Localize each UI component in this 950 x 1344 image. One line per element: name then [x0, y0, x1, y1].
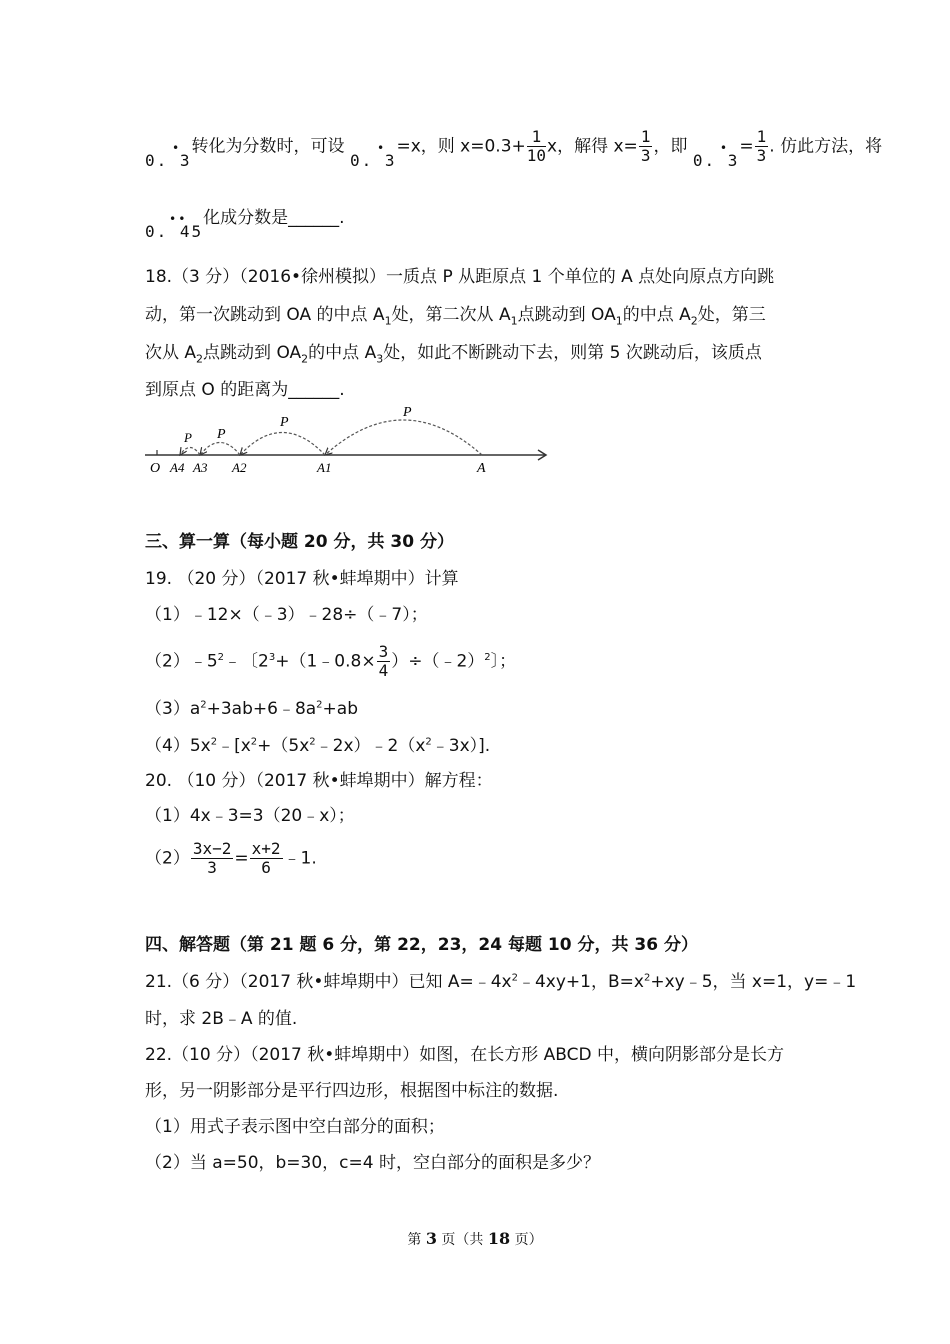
- q18-line4: 到原点 O 的距离为______.: [145, 380, 345, 400]
- jump-arc-1: [325, 420, 482, 455]
- q22-line1: 22.（10 分）（2017 秋•蚌埠期中）如图，在长方形 ABCD 中，横向阴影部分是长方: [145, 1045, 785, 1065]
- repeating-decimal-0-3: • 0. 3: [349, 140, 397, 170]
- q21-line1: 21.（6 分）（2017 秋•蚌埠期中）已知 $A=﹣4x^2﹣4xy+1$，$B=x^2+xy﹣5$，当 x=1，y=﹣1: [145, 972, 857, 992]
- jump-arc-3: [200, 443, 240, 456]
- q21-line2: 时，求 2B﹣A 的值.: [145, 1009, 298, 1029]
- q22-part2: （2）当 a=50，b=30，c=4 时，空白部分的面积是多少？: [145, 1153, 600, 1173]
- q17-line2: •• 0. 45化成分数是______.: [145, 208, 345, 241]
- repeating-decimal-0-3: • 0. 3: [145, 140, 192, 170]
- fraction-3x-2-over-3: $\frac{3x-2}{3}$: [192, 839, 232, 877]
- fraction-1-10: $\frac{1}{10}$: [526, 127, 547, 165]
- q18-line3: 次从 $A_2$点跳动到 $OA_2$的中点 $A_3$处，如此不断跳动下去，则第 5 次跳动后，该质点: [145, 343, 762, 366]
- label-a4: A4: [170, 460, 185, 475]
- fraction-3-4: $\frac{3}{4}$: [378, 642, 389, 680]
- q19-part3: $(3)a^2+3ab+6﹣8a^2+ab$: [145, 699, 358, 719]
- fraction-1-3: $\frac{1}{3}$: [756, 127, 767, 165]
- section-4-heading: 四、解答题（第 21 题 6 分，第 22，23，24 每题 10 分，共 36 分）: [145, 935, 698, 955]
- label-a1: A1: [317, 460, 332, 475]
- page-footer: 第 3 页（共 18 页）: [407, 1229, 543, 1248]
- fraction-1-3: $\frac{1}{3}$: [640, 127, 651, 165]
- q18-line2: 动，第一次跳动到 OA 的中点 $A_1$处，第二次从 $A_1$点跳动到 $OA_1$的中点 $A_2$处，第三: [145, 305, 766, 328]
- q22-line2: 形，另一阴影部分是平行四边形，根据图中标注的数据.: [145, 1081, 559, 1101]
- label-a3: A3: [193, 460, 208, 475]
- q19-part1: （1）﹣12×（﹣3）﹣28÷（﹣7）；: [145, 605, 428, 625]
- q17-line1: • 0. 3转化为分数时，可设 • 0. 3=x，则 x=0.3+ $\frac{1}{10}$ x，解得 x= $\frac{1}{3}$ ，即 • 0. 3= $\frac{1}{3}$ . 仿此方法，将: [145, 127, 883, 170]
- label-o: O: [150, 461, 161, 476]
- repeating-decimal-0-3: • 0. 3: [692, 140, 740, 170]
- page-number: 3: [425, 1229, 437, 1248]
- repeating-decimal-0-45: •• 0. 45: [145, 212, 204, 241]
- jump-arc-4: [180, 448, 200, 456]
- p-label-4: P: [184, 430, 192, 445]
- section-3-heading: 三、算一算（每小题 20 分，共 30 分）: [145, 532, 454, 552]
- number-line-figure: [140, 400, 555, 480]
- p-label-3: P: [217, 427, 226, 442]
- page-total: 18: [487, 1229, 511, 1248]
- fraction-x+2-over-6: $\frac{x+2}{6}$: [251, 839, 281, 877]
- q18-line1: 18.（3 分）（2016•徐州模拟）一质点 P 从距原点 1 个单位的 A 点处向原点方向跳: [145, 267, 775, 287]
- label-a: A: [477, 461, 486, 476]
- p-label-1: P: [403, 405, 412, 420]
- q20-part2: （2） $\frac{3x-2}{3}$ = $\frac{x+2}{6}$ ﹣1.: [145, 839, 317, 877]
- q19-part2: $(2)﹣5^2﹣$〔$2^3+(1﹣0.8\times$ $\frac{3}{4}$ ）÷（﹣2）$^2$〕；: [145, 642, 517, 680]
- label-a2: A2: [232, 460, 247, 475]
- p-label-2: P: [280, 415, 289, 430]
- jump-arc-2: [240, 433, 325, 456]
- q20-part1: （1）4x﹣3=3（20﹣x）；: [145, 806, 355, 826]
- q19-part4: $(4)5x^2﹣[x^2+(5x^2﹣2x)﹣2(x^2﹣3x)]$.: [145, 736, 491, 756]
- q19-title: 19. （20 分）（2017 秋•蚌埠期中）计算: [145, 569, 459, 589]
- q20-title: 20. （10 分）（2017 秋•蚌埠期中）解方程：: [145, 771, 493, 791]
- q22-part1: （1）用式子表示图中空白部分的面积；: [145, 1117, 445, 1137]
